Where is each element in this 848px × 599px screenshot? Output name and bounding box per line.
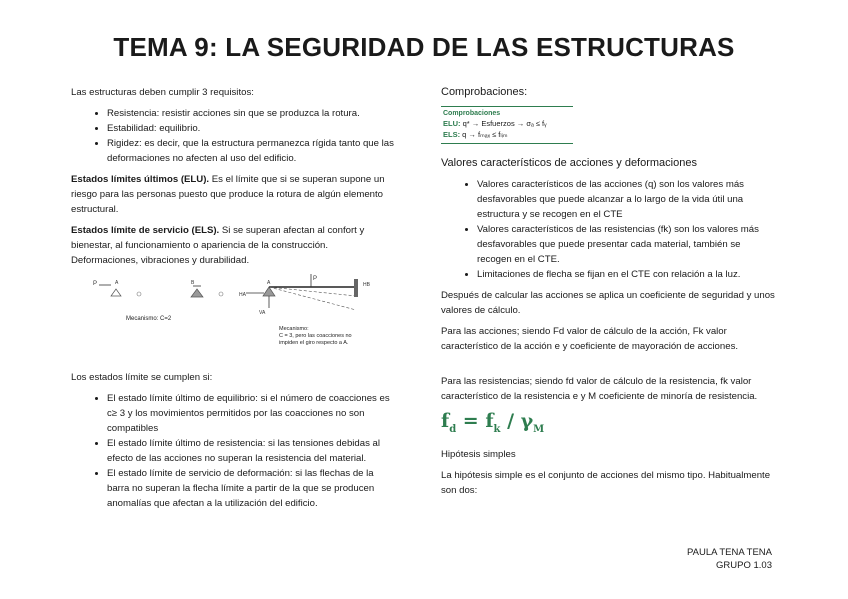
els-line: ELS: q → fₘₐₓ ≤ fₗᵢₘ [443,130,508,139]
author-name: PAULA TENA TENA [686,547,772,558]
list-item: • El estado límite último de equilibrio: si el número de coacciones es c≥ 3 y los movimientos permitidos por las coacciones no son compatibles [107,391,396,436]
elu-line: ELU: q* → Esfuerzos → σₐ ≤ fᵧ [443,119,547,128]
elu-heading: Estados límites últimos (ELU). [71,174,210,185]
label-hb: HB [363,282,370,288]
label-ha: HA [239,292,246,298]
list-item: • El estado límite último de resistencia: si las tensiones debidas al efecto de las acciones no superan la resistencia del material. [107,436,396,466]
list-item: • Rigidez: es decir, que la estructura permanezca rígida tanto que las deformaciones no afecten al uso del edificio. [107,136,396,166]
left-column [71,85,396,517]
list-item: • Resistencia: resistir acciones sin que se produzca la rotura. [107,106,396,121]
requisitos-list [71,106,396,166]
mecanismo2-line3: impiden el giro respecto a A. [279,340,349,346]
paragraph-resistencias: Para las resistencias; siendo fd valor de cálculo de la resistencia, fk valor característico de la resistencia e y M coeficiente de minoría de resistencia. [441,376,758,402]
elu-text: Es el límite que si se superan supone un riesgo para las personas puesto que produce la rotura de algún elemento estructural. [71,174,385,215]
label-a1: A [115,280,119,286]
els-heading: Estados límite de servicio (ELS). [71,225,220,236]
list-item: • Limitaciones de flecha se fijan en el CTE con relación a la luz. [477,267,776,282]
comprobaciones-heading: Comprobaciones: [441,86,528,98]
label-p1: P [93,281,98,287]
label-p2: P [313,276,318,282]
group-label: GRUPO 1.03 [716,560,772,571]
paragraph-hipotesis: La hipótesis simple es el conjunto de acciones del mismo tipo. Habitualmente son dos: [441,469,771,496]
list-item: • Estabilidad: equilibrio. [107,121,396,136]
els-paragraph [71,223,396,268]
paragraph-acciones: Para las acciones; siendo Fd valor de cálculo de la acción, Fk valor característico de la acción e y coeficiente de mayoración de acciones. [441,326,739,352]
mecanismo-c2: Mecanismo: C=2 [126,316,172,322]
right-column [441,85,776,504]
list-item: • Valores característicos de las resistencias (fk) son los valores más desfavorables que puede presentar cada material, también se recogen en el CTE. [477,222,776,267]
els-text: Si se superan afectan al confort y bienestar, al funcionamiento o apariencia de la construcción. Deformaciones, vibraciones y durabilidad. [71,225,365,266]
paragraph-calculo: Después de calcular las acciones se aplica un coeficiente de seguridad y unos valores de cálculo. [441,290,775,316]
hipotesis-heading: Hipótesis simples [441,448,516,460]
footer [687,546,772,572]
formula-fd: $f_d = f_k / \gamma_M$ [441,410,545,435]
intro-text: Las estructuras deben cumplir 3 requisitos: [71,87,254,98]
list-item: • Valores característicos de las acciones (q) son los valores más desfavorables que puede alcanzar a lo largo de la vida útil una estructura y se recogen en el CTE [477,177,776,222]
mecanismo2-line1: Mecanismo: [279,326,309,332]
label-b1: B [191,280,195,286]
list-item: • El estado límite de servicio de deformación: si las flechas de la barra no superan la flecha límite a partir de la que se producen anomalías que afectan a la utilización del edificio. [107,466,396,511]
comprobaciones-box [441,106,573,144]
box-title: Comprobaciones [443,110,501,117]
estados-intro: Los estados límite se cumplen si: [71,372,213,383]
mechanism-diagram [71,274,371,366]
label-va: VA [259,310,266,316]
elu-paragraph [71,172,396,217]
valores-list [441,177,776,282]
label-a2: A [267,280,271,286]
valores-heading: Valores característicos de acciones y deformaciones [441,157,697,169]
page-title: TEMA 9: LA SEGURIDAD DE LAS ESTRUCTURAS [113,32,735,62]
mecanismo2-line2: C = 3, pero las coacciones no [279,333,352,339]
estados-list [71,391,396,511]
